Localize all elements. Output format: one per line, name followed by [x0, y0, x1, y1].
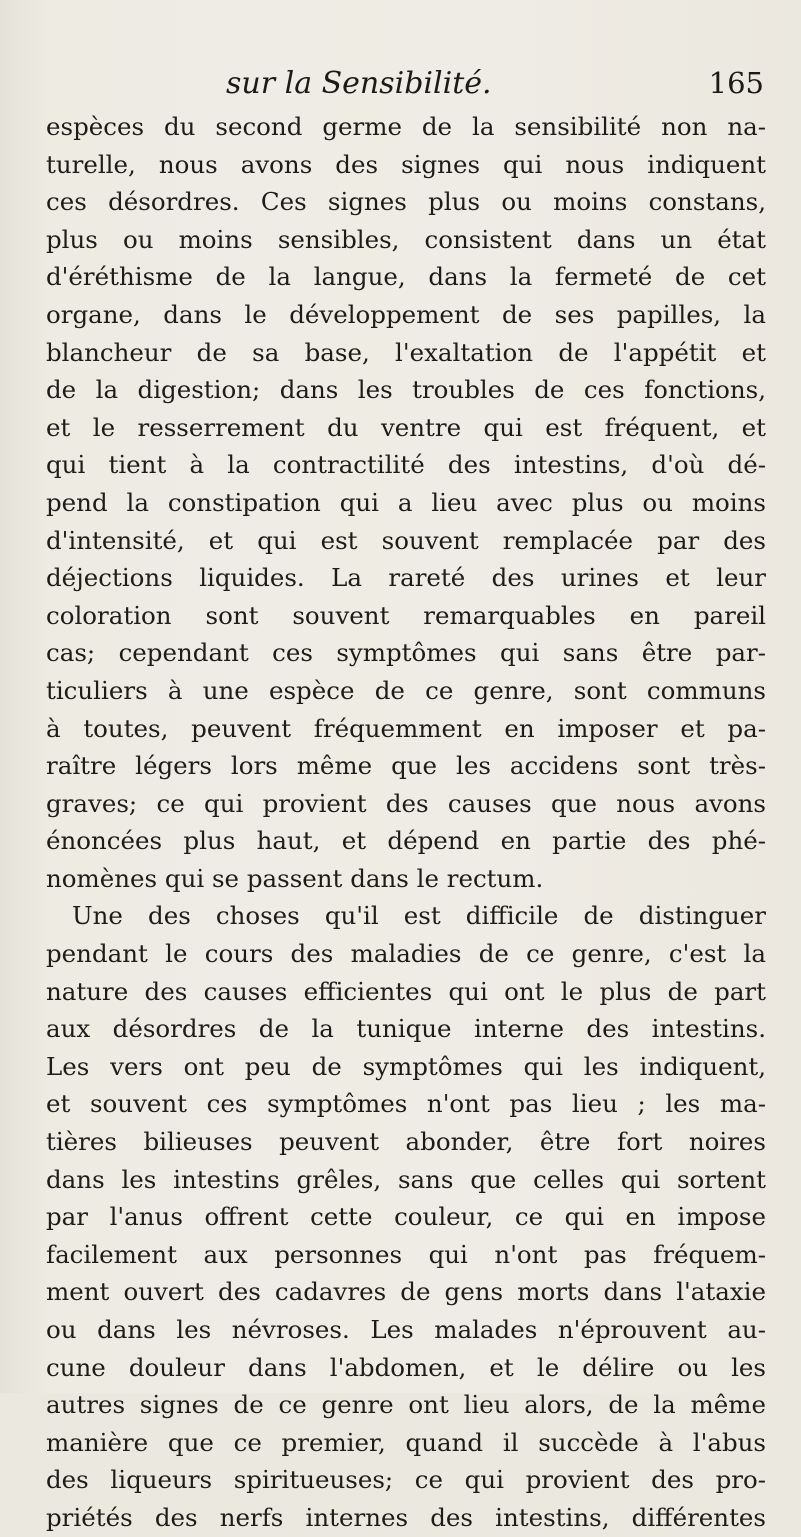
- text-line: graves; ce qui provient des causes que nous avons: [46, 788, 766, 818]
- text-line: priétés des nerfs internes des intestins, différentes: [46, 1502, 766, 1532]
- text-line: organe, dans le développement de ses papilles, la: [46, 299, 766, 329]
- text-line: cas; cependant ces symptômes qui sans être par-: [46, 638, 766, 668]
- text-line: qui tient à la contractilité des intestins, d'où dé-: [46, 450, 766, 480]
- text-line: raître légers lors même que les accidens sont très-: [46, 751, 766, 781]
- text-line: de la digestion; dans les troubles de ces fonctions,: [46, 375, 766, 405]
- text-line: pendant le cours des maladies de ce genre, c'est la: [46, 939, 766, 969]
- text-line: turelle, nous avons des signes qui nous indiquent: [46, 149, 766, 179]
- text-line: aux désordres de la tunique interne des intestins.: [46, 1014, 766, 1044]
- text-line: nature des causes efficientes qui ont le plus de part: [46, 976, 766, 1006]
- text-line: coloration sont souvent remarquables en pareil: [46, 600, 766, 630]
- text-line: et souvent ces symptômes n'ont pas lieu ; les ma-: [46, 1089, 766, 1119]
- text-line: blancheur de sa base, l'exaltation de l'appétit et: [46, 337, 766, 367]
- text-line: tières bilieuses peuvent abonder, être fort noires: [46, 1127, 766, 1157]
- text-line: d'intensité, et qui est souvent remplacée par des: [46, 525, 766, 555]
- text-line: des liqueurs spiritueuses; ce qui provient des pro-: [46, 1465, 766, 1495]
- body-text: [46, 108, 766, 1537]
- text-line: d'éréthisme de la langue, dans la fermeté de cet: [46, 262, 766, 292]
- text-line: pend la constipation qui a lieu avec plus ou moins: [46, 487, 766, 517]
- text-line: plus ou moins sensibles, consistent dans un état: [46, 224, 766, 254]
- paragraph-start-line: Une des choses qu'il est difficile de distinguer: [72, 901, 766, 931]
- text-line: et le resserrement du ventre qui est fréquent, et: [46, 412, 766, 442]
- running-title: sur la Sensibilité.: [226, 66, 492, 101]
- paragraph-end-line: nomènes qui se passent dans le rectum.: [46, 863, 544, 893]
- text-line: ticuliers à une espèce de ce genre, sont communs: [46, 675, 766, 705]
- text-line: à toutes, peuvent fréquemment en imposer et pa-: [46, 713, 766, 743]
- text-line: déjections liquides. La rareté des urines et leur: [46, 563, 766, 593]
- page-number: 165: [708, 66, 764, 100]
- text-line: espèces du second germe de la sensibilité non na-: [46, 112, 766, 141]
- text-line: cune douleur dans l'abdomen, et le délire ou les: [46, 1352, 766, 1382]
- text-line: Les vers ont peu de symptômes qui les indiquent,: [46, 1051, 766, 1081]
- text-line: dans les intestins grêles, sans que celles qui sortent: [46, 1164, 766, 1194]
- text-line: facilement aux personnes qui n'ont pas fréquem-: [46, 1239, 766, 1269]
- text-line: autres signes de ce genre ont lieu alors, de la même: [46, 1390, 766, 1420]
- page-header: [44, 66, 764, 106]
- text-line: ou dans les névroses. Les malades n'éprouvent au-: [46, 1315, 766, 1344]
- text-line: ment ouvert des cadavres de gens morts dans l'ataxie: [46, 1277, 766, 1307]
- text-line: ces désordres. Ces signes plus ou moins constans,: [46, 187, 766, 217]
- text-line: par l'anus offrent cette couleur, ce qui en impose: [46, 1202, 766, 1232]
- text-line: énoncées plus haut, et dépend en partie des phé-: [46, 826, 766, 856]
- text-line: manière que ce premier, quand il succède à l'abus: [46, 1427, 766, 1457]
